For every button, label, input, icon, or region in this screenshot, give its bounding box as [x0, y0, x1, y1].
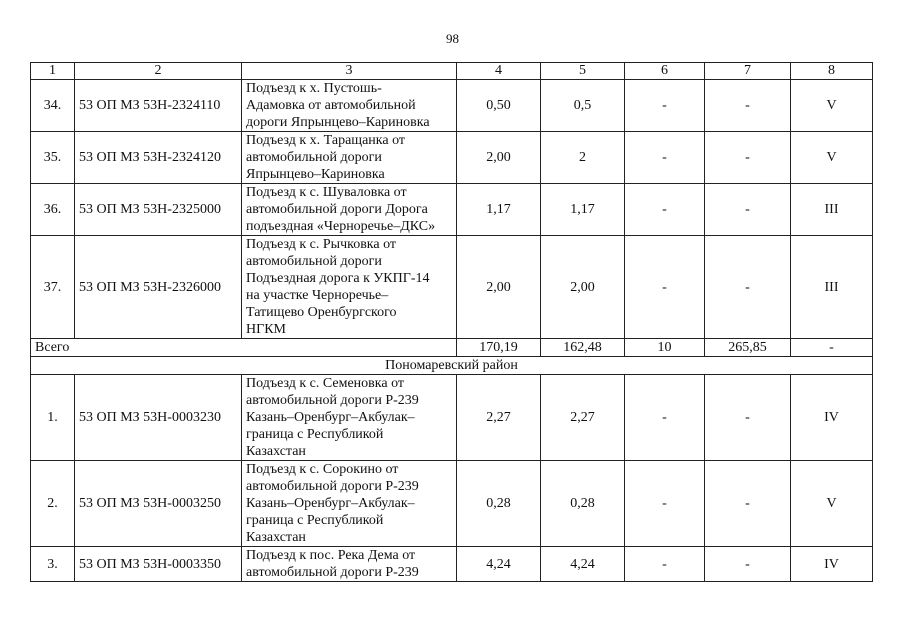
road-name: [242, 236, 457, 339]
road-name-line: автомобильной дороги Р-239: [246, 565, 419, 580]
road-name-line: автомобильной дороги: [246, 150, 382, 165]
value-c7: -: [705, 547, 791, 582]
row-number: 37.: [31, 236, 75, 339]
road-name-line: подъездная «Черноречье–ДКС»: [246, 219, 436, 234]
road-name: [242, 80, 457, 132]
road-name-line: Подъезд к с. Шуваловка от: [246, 185, 407, 200]
value-c7: -: [705, 80, 791, 132]
value-c5: 0,28: [541, 461, 625, 547]
table-row: [31, 461, 873, 547]
roads-table: [30, 62, 873, 582]
value-c8: III: [791, 184, 873, 236]
total-c7: 265,85: [705, 339, 791, 357]
row-number: 2.: [31, 461, 75, 547]
road-name: [242, 461, 457, 547]
column-number: 7: [705, 63, 791, 80]
value-c4: 1,17: [457, 184, 541, 236]
row-number: 36.: [31, 184, 75, 236]
value-c8: V: [791, 461, 873, 547]
column-number: 2: [75, 63, 242, 80]
column-number: 1: [31, 63, 75, 80]
value-c5: 1,17: [541, 184, 625, 236]
value-c4: 2,27: [457, 375, 541, 461]
road-id: 53 ОП МЗ 53Н-2325000: [75, 184, 242, 236]
row-number: 35.: [31, 132, 75, 184]
row-number: 3.: [31, 547, 75, 582]
road-name-line: Татищево Оренбургского: [246, 305, 397, 320]
table-row: [31, 80, 873, 132]
value-c6: -: [625, 236, 705, 339]
value-c7: -: [705, 375, 791, 461]
value-c5: 4,24: [541, 547, 625, 582]
road-name-line: Адамовка от автомобильной: [246, 98, 416, 113]
value-c6: -: [625, 184, 705, 236]
road-id: 53 ОП МЗ 53Н-2324110: [75, 80, 242, 132]
road-name-line: НГКМ: [246, 322, 286, 337]
value-c8: IV: [791, 547, 873, 582]
table-row: [31, 375, 873, 461]
road-name-line: Казахстан: [246, 530, 306, 545]
road-name: [242, 184, 457, 236]
value-c8: V: [791, 80, 873, 132]
column-number: 8: [791, 63, 873, 80]
road-name-line: граница с Республикой: [246, 427, 384, 442]
column-number: 3: [242, 63, 457, 80]
value-c4: 2,00: [457, 236, 541, 339]
row-number: 1.: [31, 375, 75, 461]
value-c4: 0,50: [457, 80, 541, 132]
road-id: 53 ОП МЗ 53Н-2324120: [75, 132, 242, 184]
road-name: [242, 547, 457, 582]
value-c6: -: [625, 461, 705, 547]
road-name-line: Казахстан: [246, 444, 306, 459]
road-name-line: Подъезд к х. Пустошь-: [246, 81, 382, 96]
column-number: 4: [457, 63, 541, 80]
road-id: 53 ОП МЗ 53Н-0003250: [75, 461, 242, 547]
table-row: [31, 132, 873, 184]
total-c8: -: [791, 339, 873, 357]
table-row: [31, 547, 873, 582]
road-name-line: Подъездная дорога к УКПГ-14: [246, 271, 430, 286]
value-c8: V: [791, 132, 873, 184]
road-name-line: Подъезд к х. Таращанка от: [246, 133, 406, 148]
road-name-line: Казань–Оренбург–Акбулак–: [246, 410, 415, 425]
road-name-line: Подъезд к пос. Река Дема от: [246, 548, 416, 563]
value-c5: 2: [541, 132, 625, 184]
road-name-line: Япрынцево–Кариновка: [246, 167, 385, 182]
row-number: 34.: [31, 80, 75, 132]
district-title: Пономаревский район: [31, 357, 873, 375]
road-name-line: граница с Республикой: [246, 513, 384, 528]
column-number-header-row: [31, 63, 873, 80]
district-row: [31, 357, 873, 375]
road-name-line: Казань–Оренбург–Акбулак–: [246, 496, 415, 511]
column-number: 6: [625, 63, 705, 80]
total-c4: 170,19: [457, 339, 541, 357]
value-c7: -: [705, 184, 791, 236]
road-name: [242, 375, 457, 461]
road-id: 53 ОП МЗ 53Н-0003350: [75, 547, 242, 582]
road-name-line: на участке Черноречье–: [246, 288, 389, 303]
value-c7: -: [705, 461, 791, 547]
total-c6: 10: [625, 339, 705, 357]
table-row: [31, 236, 873, 339]
road-name-line: Подъезд к с. Рычковка от: [246, 237, 397, 252]
table-row: [31, 184, 873, 236]
column-number: 5: [541, 63, 625, 80]
value-c8: IV: [791, 375, 873, 461]
road-name-line: Подъезд к с. Сорокино от: [246, 462, 399, 477]
value-c6: -: [625, 80, 705, 132]
road-name-line: автомобильной дороги Р-239: [246, 393, 419, 408]
road-name-line: Подъезд к с. Семеновка от: [246, 376, 405, 391]
total-c5: 162,48: [541, 339, 625, 357]
road-name-line: автомобильной дороги Дорога: [246, 202, 428, 217]
value-c4: 0,28: [457, 461, 541, 547]
total-row: [31, 339, 873, 357]
value-c8: III: [791, 236, 873, 339]
value-c4: 2,00: [457, 132, 541, 184]
road-id: 53 ОП МЗ 53Н-0003230: [75, 375, 242, 461]
value-c6: -: [625, 375, 705, 461]
road-id: 53 ОП МЗ 53Н-2326000: [75, 236, 242, 339]
road-name-line: автомобильной дороги Р-239: [246, 479, 419, 494]
value-c4: 4,24: [457, 547, 541, 582]
value-c6: -: [625, 547, 705, 582]
road-name-line: автомобильной дороги: [246, 254, 382, 269]
value-c5: 2,00: [541, 236, 625, 339]
value-c7: -: [705, 132, 791, 184]
road-name-line: дороги Япрынцево–Кариновка: [246, 115, 430, 130]
total-label: Всего: [31, 339, 457, 357]
road-name: [242, 132, 457, 184]
value-c6: -: [625, 132, 705, 184]
value-c7: -: [705, 236, 791, 339]
page-number: 98: [446, 31, 459, 46]
value-c5: 2,27: [541, 375, 625, 461]
value-c5: 0,5: [541, 80, 625, 132]
